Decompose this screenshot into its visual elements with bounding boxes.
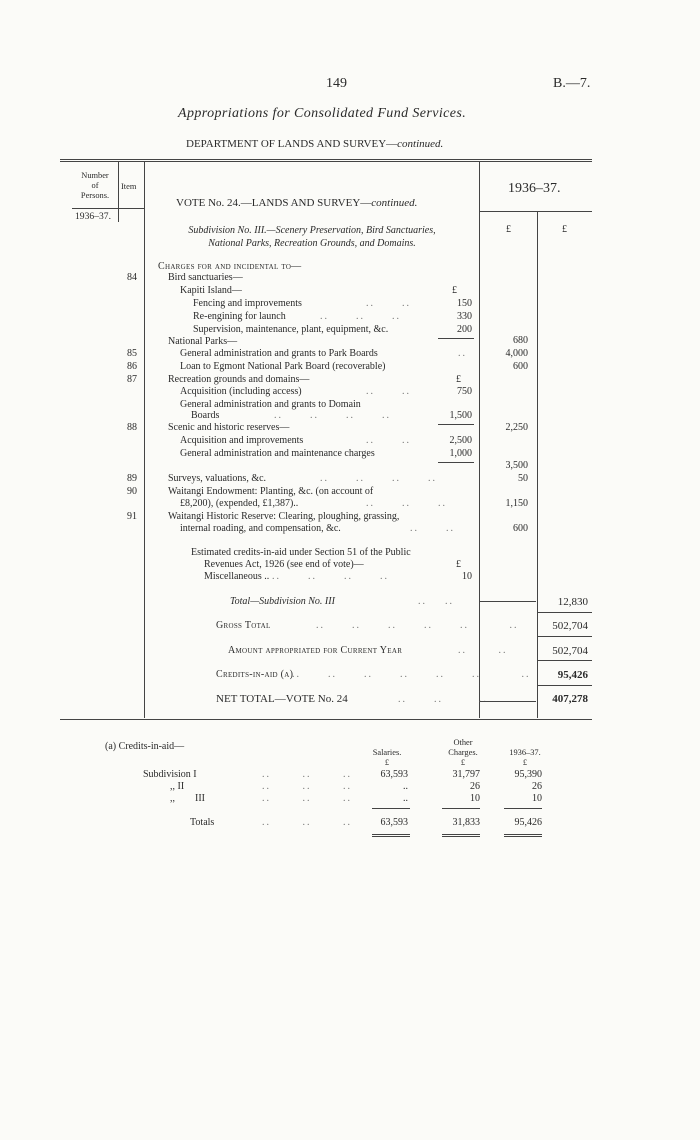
- footnote-other: 10: [470, 793, 480, 804]
- pound-sign: £: [456, 559, 461, 570]
- leader-dots: .. ..: [410, 523, 455, 534]
- leader-dots: .. .. .. ..: [320, 473, 437, 484]
- row-label: Waitangi Historic Reserve: Clearing, ploughing, grassing,: [168, 511, 400, 522]
- persons-column-header: Number of Persons.: [80, 171, 110, 200]
- row-label: Scenic and historic reserves—: [168, 422, 290, 433]
- column-header-other: Other: [453, 738, 473, 747]
- footnote-row-label: ,, III: [170, 793, 205, 804]
- year-header-rule: [480, 211, 592, 212]
- column-header-salaries: Salaries.: [372, 748, 402, 757]
- footnote-year: 95,390: [514, 769, 542, 780]
- pound-sign: £: [522, 758, 528, 767]
- amount: 600: [513, 523, 528, 534]
- net-total-label: NET TOTAL—VOTE No. 24: [216, 693, 348, 705]
- amount: 680: [513, 335, 528, 346]
- pound-sign: £: [456, 374, 461, 385]
- footnote-double-rule: [504, 836, 542, 837]
- persons-year-label: 1936–37.: [75, 211, 111, 222]
- amount: 2,250: [505, 422, 528, 433]
- row-label: Loan to Egmont National Park Board (recoverable): [180, 361, 386, 372]
- leader-dots: .. .. .. ..: [272, 571, 389, 582]
- item-number: 86: [127, 361, 137, 372]
- footnote-row-label: Subdivision I: [143, 769, 197, 780]
- amount: 50: [518, 473, 528, 484]
- total-amount: 95,426: [557, 669, 588, 681]
- row-label: internal roading, and compensation, &c.: [180, 523, 341, 534]
- item-number: 84: [127, 272, 137, 283]
- footnote-heading: (a) Credits-in-aid—: [105, 741, 185, 752]
- row-label: Bird sanctuaries—: [168, 272, 243, 283]
- footnote-rule: [372, 808, 410, 809]
- row-label: General administration and grants to Park Boards: [180, 348, 378, 359]
- row-label: Miscellaneous ..: [204, 571, 270, 582]
- row-label: Acquisition and improvements: [180, 435, 304, 446]
- amount: 4,000: [505, 348, 528, 359]
- leader-dots: .. .. ..: [262, 817, 352, 828]
- leader-dots: .. .. .. .. .. ..: [316, 620, 519, 631]
- item-number: 90: [127, 486, 137, 497]
- row-label: Surveys, valuations, &c.: [168, 473, 267, 484]
- total-rule: [538, 660, 592, 661]
- amount: 750: [457, 386, 472, 397]
- total-amount: 12,830: [557, 596, 588, 608]
- footnote-double-rule: [442, 836, 480, 837]
- item-column-divider: [118, 162, 119, 222]
- footnote-other: 26: [470, 781, 480, 792]
- column-header-year: 1936–37.: [509, 748, 541, 757]
- year-column-header: 1936–37.: [508, 181, 561, 196]
- leader-dots: .. .. ..: [366, 498, 447, 509]
- footnote-year: 95,426: [514, 817, 542, 828]
- item-number: 91: [127, 511, 137, 522]
- leader-dots: .. .. ..: [262, 769, 352, 780]
- item-number: 87: [127, 374, 137, 385]
- amount: 1,150: [505, 498, 528, 509]
- table-bottom-rule: [60, 719, 592, 720]
- vote-heading: VOTE No. 24.—LANDS AND SURVEY—continued.: [176, 197, 418, 209]
- amount: 2,500: [449, 435, 472, 446]
- footnote-double-rule: [442, 834, 480, 835]
- amount: 200: [457, 324, 472, 335]
- row-label: General administration and maintenance charges: [180, 448, 375, 459]
- footnote-year: 10: [532, 793, 542, 804]
- charges-heading: Charges for and incidental to—: [158, 261, 302, 272]
- subtotal-rule: [438, 424, 474, 425]
- persons-header-rule: [72, 208, 144, 209]
- page-title: Appropriations for Consolidated Fund Services.: [178, 106, 467, 121]
- footnote-salaries: 63,593: [380, 769, 408, 780]
- column-header-charges: Charges.: [448, 748, 478, 757]
- row-label: Re-engining for launch: [193, 311, 286, 322]
- footnote-other: 31,833: [452, 817, 480, 828]
- footnote-double-rule: [372, 836, 410, 837]
- total-column-divider: [537, 212, 538, 718]
- row-label: Waitangi Endowment: Planting, &c. (on account of: [168, 486, 374, 497]
- item-column-header: Item: [121, 182, 137, 191]
- leader-dots: .. ..: [418, 596, 454, 607]
- department-heading: DEPARTMENT OF LANDS AND SURVEY—continued.: [186, 138, 444, 150]
- item-number: 89: [127, 473, 137, 484]
- footnote-double-rule: [372, 834, 410, 835]
- total-rule: [538, 612, 592, 613]
- footnote-salaries: ..: [403, 781, 408, 792]
- total-amount: 502,704: [552, 620, 588, 632]
- footnote-salaries: 63,593: [380, 817, 408, 828]
- footnote-rule: [504, 808, 542, 809]
- row-label: Boards: [191, 410, 220, 421]
- footnote-other: 31,797: [452, 769, 480, 780]
- leader-dots: .. ..: [366, 386, 411, 397]
- footnote-rule: [442, 808, 480, 809]
- footnote-year: 26: [532, 781, 542, 792]
- leader-dots: .. .. ..: [262, 793, 352, 804]
- footnote-row-label: ,, II: [170, 781, 185, 792]
- leader-dots: .. ..: [458, 645, 508, 656]
- table-top-rule-2: [60, 161, 592, 162]
- leader-dots: ..: [458, 348, 467, 359]
- pound-sign: £: [384, 758, 390, 767]
- credits-note: Estimated credits-in-aid under Section 51 of the Public: [191, 547, 411, 558]
- leader-dots: .. .. ..: [398, 694, 488, 705]
- subdivision-heading: Subdivision No. III.—Scenery Preservation, Bird Sanctuaries, National Parks, Recreation Grounds, and Domains.: [188, 225, 436, 249]
- amount-column-divider: [479, 162, 480, 718]
- total-rule: [480, 601, 536, 602]
- amount: 1,000: [449, 448, 472, 459]
- row-label: Fencing and improvements: [193, 298, 302, 309]
- leader-dots: .. .. .. .. .. .. ..: [292, 669, 531, 680]
- description-column-divider: [144, 162, 145, 718]
- row-label: General administration and grants to Domain: [180, 399, 361, 410]
- amount: 150: [457, 298, 472, 309]
- leader-dots: .. .. .. ..: [274, 410, 391, 421]
- row-label: National Parks—: [168, 336, 238, 347]
- item-number: 85: [127, 348, 137, 359]
- leader-dots: .. ..: [366, 298, 411, 309]
- page-number: 149: [326, 76, 347, 91]
- total-rule: [538, 636, 592, 637]
- leader-dots: .. ..: [366, 435, 411, 446]
- footnote-salaries: ..: [403, 793, 408, 804]
- appropriated-label: Amount appropriated for Current Year: [228, 645, 403, 656]
- table-top-rule: [60, 159, 592, 160]
- total-rule: [538, 685, 592, 686]
- row-label: Supervision, maintenance, plant, equipment, &c.: [193, 324, 389, 335]
- amount: 600: [513, 361, 528, 372]
- pound-sign-total-column: £: [562, 224, 567, 235]
- row-label: Kapiti Island—: [180, 285, 242, 296]
- footnote-totals-label: Totals: [190, 817, 215, 828]
- row-label: Acquisition (including access): [180, 386, 302, 397]
- subdivision-total-label: Total—Subdivision No. III: [230, 596, 335, 607]
- subtotal-rule: [438, 462, 474, 463]
- row-label: £8,200), (expended, £1,387)..: [180, 498, 299, 509]
- amount: 3,500: [505, 460, 528, 471]
- item-number: 88: [127, 422, 137, 433]
- total-amount: 407,278: [552, 693, 588, 705]
- amount: 10: [462, 571, 472, 582]
- report-reference: B.—7.: [553, 76, 591, 91]
- credits-in-aid-label: Credits-in-aid (a): [216, 669, 294, 680]
- subtotal-rule: [438, 338, 474, 339]
- gross-total-label: Gross Total: [216, 620, 271, 631]
- pound-sign-amount-column: £: [506, 224, 511, 235]
- total-rule: [480, 701, 536, 702]
- amount: 1,500: [449, 410, 472, 421]
- amount: 330: [457, 311, 472, 322]
- pound-sign: £: [460, 758, 466, 767]
- leader-dots: .. .. ..: [320, 311, 401, 322]
- credits-note: Revenues Act, 1926 (see end of vote)—: [204, 559, 364, 570]
- pound-sign: £: [452, 285, 457, 296]
- row-label: Recreation grounds and domains—: [168, 374, 310, 385]
- leader-dots: .. .. ..: [262, 781, 352, 792]
- total-amount: 502,704: [552, 645, 588, 657]
- footnote-double-rule: [504, 834, 542, 835]
